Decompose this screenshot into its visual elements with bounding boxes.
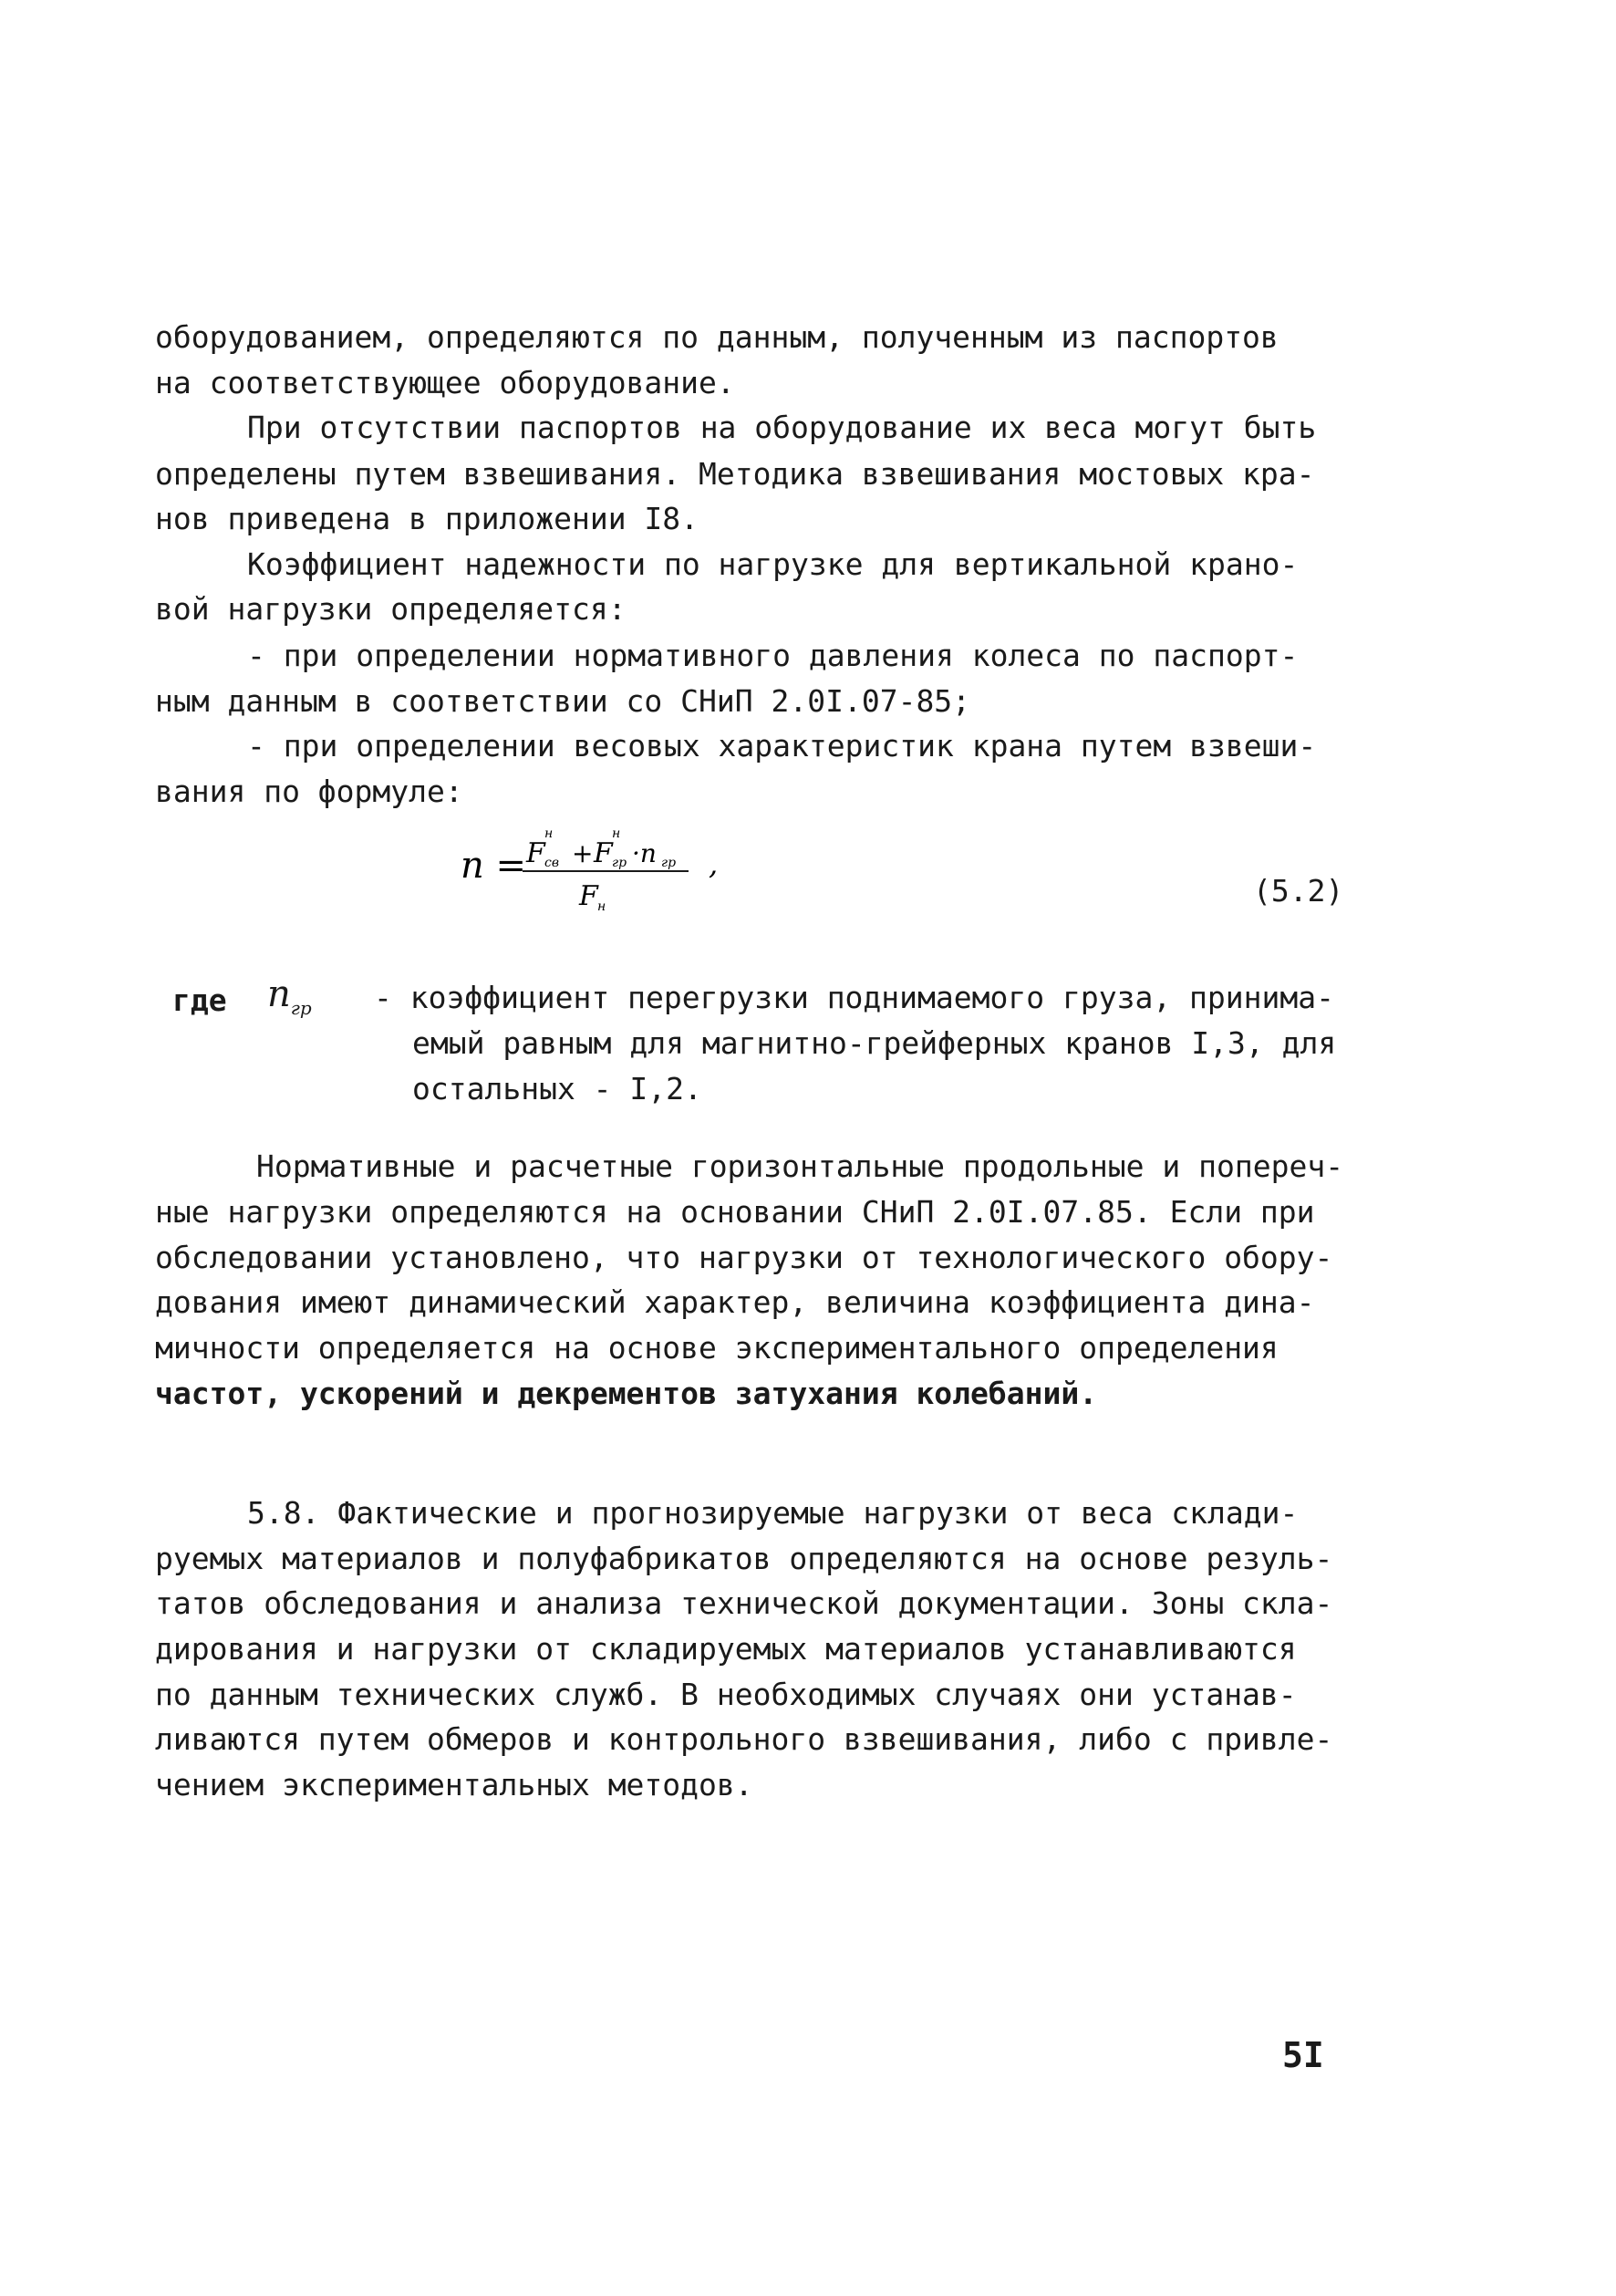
- text-line: частот, ускорений и декрементов затухания колебаний.: [155, 1376, 1098, 1411]
- text-line: по данным технических служб. В необходимых случаях они устанав-: [155, 1677, 1297, 1712]
- text-line: - при определении нормативного давления колеса по паспорт-: [247, 638, 1299, 673]
- text-line: руемых материалов и полуфабрикатов определяются на основе резуль-: [155, 1541, 1333, 1576]
- text-line: ным данным в соответствии со СНиП 2.0I.07-85;: [155, 683, 971, 719]
- text-line: татов обследования и анализа технической документации. Зоны скла-: [155, 1585, 1333, 1621]
- where-line: - коэффициент перегрузки поднимаемого груза, принима-: [374, 980, 1334, 1015]
- text-line: дирования и нагрузки от складируемых материалов устанавливаются: [155, 1631, 1297, 1667]
- text-line: Нормативные и расчетные горизонтальные продольные и попереч-: [256, 1148, 1344, 1184]
- where-label: где: [172, 982, 227, 1018]
- where-symbol: [267, 973, 312, 1019]
- formula-mult: ·n: [632, 838, 657, 868]
- where-symbol-sub: гр: [290, 997, 312, 1019]
- text-line: оборудованием, определяются по данным, полученным из паспортов: [155, 319, 1279, 355]
- where-line: остальных - I,2.: [412, 1071, 702, 1106]
- text-line: нов приведена в приложении I8.: [155, 501, 699, 536]
- formula-den-sub: н: [597, 899, 606, 914]
- text-line: ливаются путем обмеров и контрольного взвешивания, либо с привле-: [155, 1721, 1333, 1757]
- text-line: 5.8. Фактические и прогнозируемые нагрузки от веса склади-: [247, 1495, 1299, 1531]
- text-line: ные нагрузки определяются на основании СНиП 2.0I.07.85. Если при: [155, 1194, 1315, 1230]
- formula-num-f2: F: [594, 837, 613, 869]
- where-symbol-base: n: [267, 973, 291, 1015]
- text-line: на соответствующее оборудование.: [155, 365, 735, 400]
- formula-plus: +: [572, 838, 594, 868]
- formula-graphic: [461, 821, 734, 921]
- equation-number: (5.2): [1253, 873, 1344, 909]
- text-line: вания по формуле:: [155, 774, 463, 809]
- text-line: При отсутствии паспортов на оборудование их веса могут быть: [247, 410, 1317, 445]
- formula-lhs: n =: [461, 845, 526, 887]
- where-line: емый равным для магнитно-грейферных кранов I,3, для: [412, 1025, 1337, 1061]
- formula-num-sup2: н: [612, 826, 621, 841]
- formula: [461, 821, 734, 921]
- formula-num-sub2: гр: [612, 856, 627, 870]
- formula-mult-sub: гр: [661, 856, 677, 870]
- formula-trailing-comma: ,: [709, 847, 719, 881]
- formula-num-f1: F: [526, 837, 545, 869]
- text-line: определены путем взвешивания. Методика взвешивания мостовых кра-: [155, 456, 1315, 492]
- formula-num-sup1: н: [544, 826, 554, 841]
- text-line: чением экспериментальных методов.: [155, 1767, 753, 1803]
- page-number: 5I: [1282, 2035, 1324, 2075]
- text-line: Коэффициент надежности по нагрузке для вертикальной крано-: [247, 546, 1299, 582]
- formula-den-f: F: [579, 880, 598, 912]
- text-line: обследовании установлено, что нагрузки от технологического обору-: [155, 1240, 1333, 1275]
- text-line: вой нагрузки определяется:: [155, 591, 627, 627]
- formula-num-sub1: св: [544, 856, 559, 870]
- text-line: - при определении весовых характеристик крана путем взвеши-: [247, 728, 1317, 764]
- text-line: дования имеют динамический характер, величина коэффициента дина-: [155, 1284, 1315, 1320]
- text-line: мичности определяется на основе экспериментального определения: [155, 1330, 1279, 1366]
